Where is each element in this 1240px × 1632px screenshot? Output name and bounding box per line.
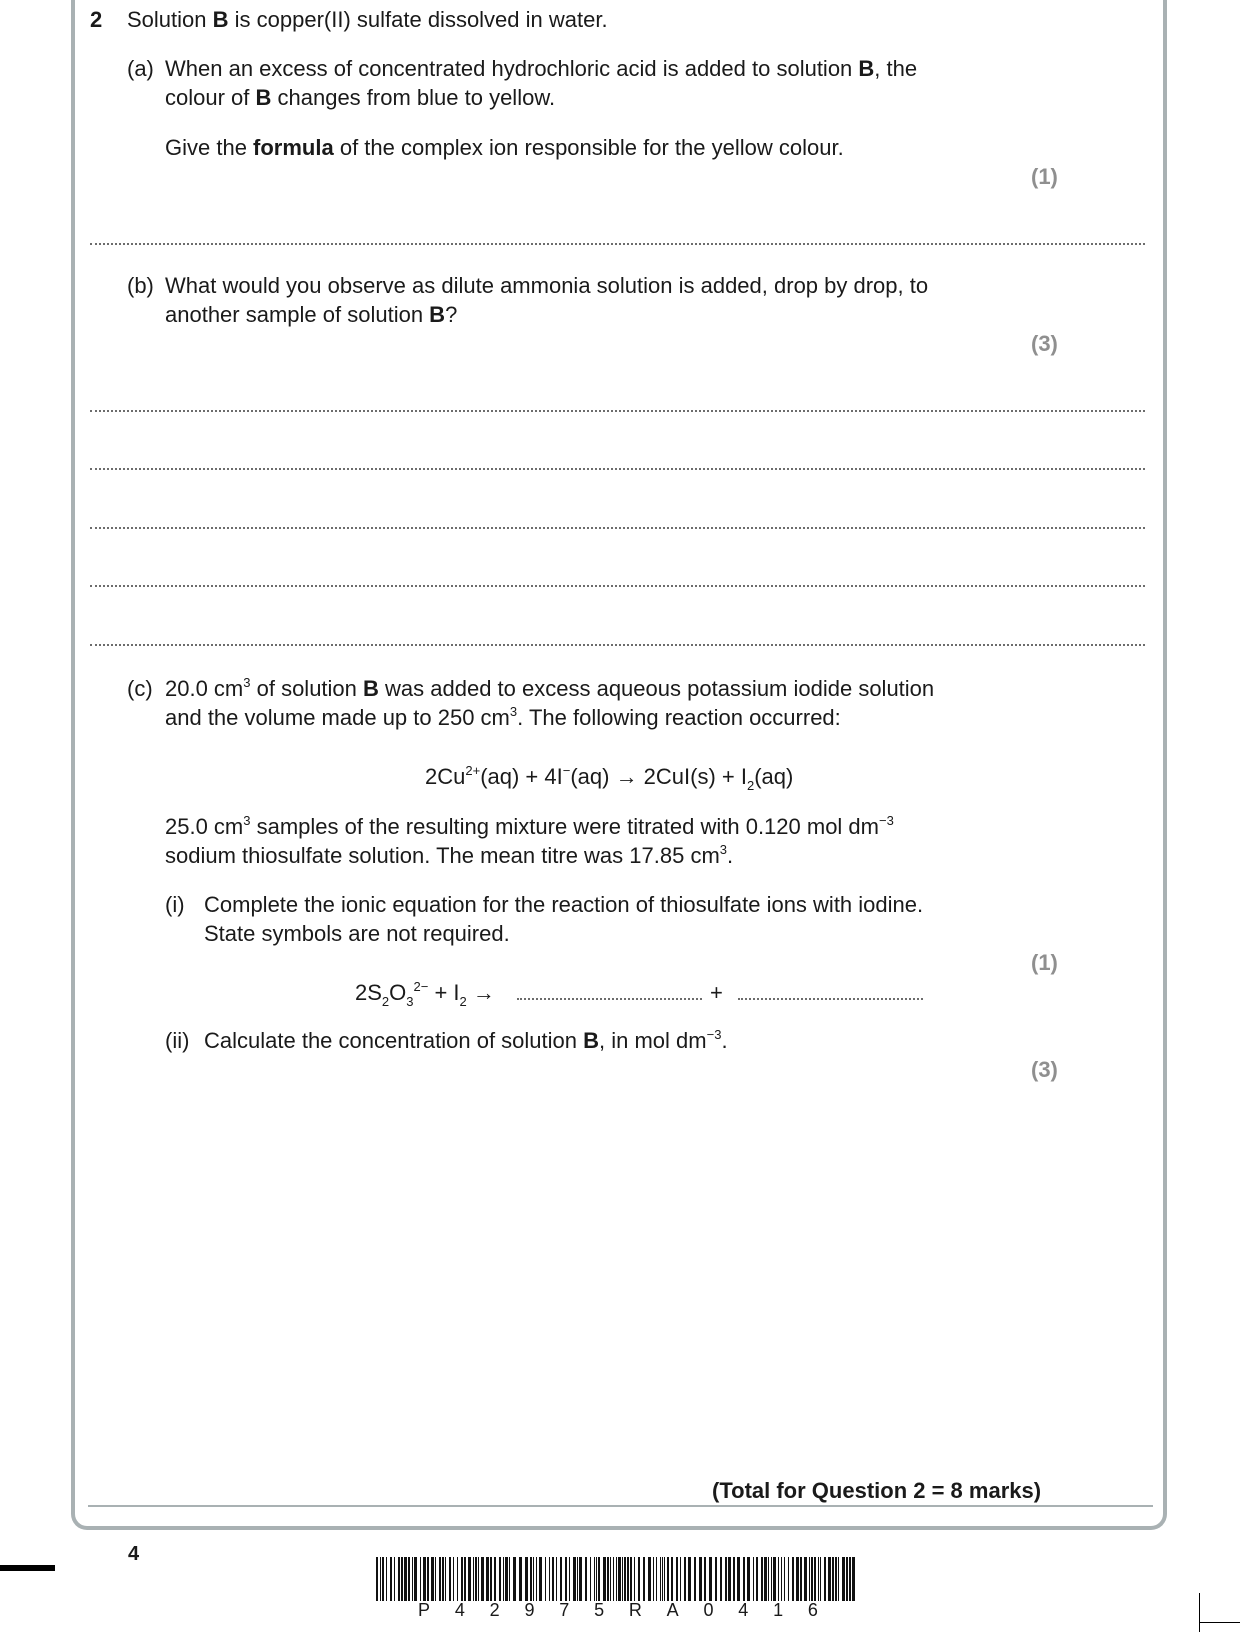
barcode-char: 4 — [454, 1600, 465, 1620]
part-c-ii-text: Calculate the concentration of solution B, in mol $dm^{-3}$. — [204, 1027, 728, 1053]
part-c-i-label: (i) — [165, 892, 185, 917]
plus-sign: + — [710, 980, 723, 1005]
part-c-line2: and the volume made up to 250 $cm^3$. The following reaction occurred: — [165, 704, 841, 730]
page-number: 4 — [128, 1543, 140, 1565]
question-total: (Total for Question 2 = 8 marks) — [712, 1478, 1042, 1503]
answer-line-b1[interactable] — [90, 410, 1145, 412]
part-a-label: (a) — [127, 56, 154, 81]
part-c-para1: 25.0 $cm^3$ samples of the resulting mixture were titrated with 0.120 mol $dm^{-3}$ — [165, 813, 894, 839]
answer-line-a1[interactable] — [90, 243, 1145, 245]
part-c-i-line2: State symbols are not required. — [204, 921, 510, 946]
barcode-char: 4 — [738, 1600, 749, 1620]
product-blank-1[interactable] — [517, 978, 702, 1007]
part-a-instruction: Give the formula of the complex ion responsible for the yellow colour. — [165, 135, 844, 160]
working-space[interactable] — [165, 1095, 1065, 1455]
barcode-char: P — [418, 1600, 431, 1620]
margin-bar — [0, 1565, 55, 1571]
answer-line-b5[interactable] — [90, 644, 1145, 646]
barcode — [376, 1557, 860, 1601]
crop-mark-horizontal — [1199, 1622, 1240, 1623]
product-blank-2[interactable] — [738, 978, 923, 1007]
answer-line-b2[interactable] — [90, 468, 1145, 470]
part-c-label: (c) — [127, 676, 153, 701]
part-b-line2: another sample of solution B? — [165, 302, 458, 327]
part-c-i-line1: Complete the ionic equation for the reaction of thiosulfate ions with iodine. — [204, 892, 924, 917]
part-c-para2: sodium thiosulfate solution. The mean titre was 17.85 $cm^3$. — [165, 842, 734, 868]
barcode-char: 7 — [559, 1600, 570, 1620]
barcode-char: 1 — [773, 1600, 784, 1620]
barcode-char: 6 — [807, 1600, 818, 1620]
barcode-char: 0 — [703, 1600, 714, 1620]
answer-line-b3[interactable] — [90, 527, 1145, 529]
reaction-equation: $2Cu^{2+}(aq) + 4I^-(aq) \to 2CuI(s) + I_2(aq)$ — [425, 763, 794, 793]
part-b-line1: What would you observe as dilute ammonia solution is added, drop by drop, to — [165, 273, 929, 298]
barcode-char: A — [666, 1600, 679, 1620]
part-c-i-mark: (1) — [1031, 950, 1058, 975]
part-c-ii-label: (ii) — [165, 1028, 190, 1053]
barcode-text — [376, 1598, 860, 1622]
part-b-mark: (3) — [1031, 331, 1058, 356]
part-a-line1: When an excess of concentrated hydrochloric acid is added to solution B, the — [165, 56, 918, 81]
question-intro: Solution B is copper(II) sulfate dissolved in water. — [127, 7, 608, 32]
part-c-ii-mark: (3) — [1031, 1057, 1058, 1082]
answer-line-b4[interactable] — [90, 585, 1145, 587]
part-c-line1: 20.0 $cm^3$ of solution B was added to excess aqueous potassium iodide solution — [165, 675, 935, 701]
crop-mark-vertical — [1199, 1593, 1200, 1632]
barcode-char: 5 — [594, 1600, 605, 1620]
question-number: 2 — [90, 7, 103, 32]
part-b-label: (b) — [127, 273, 154, 298]
barcode-char: R — [628, 1600, 642, 1620]
part-a-line2: colour of B changes from blue to yellow. — [165, 85, 556, 110]
barcode-char: 9 — [524, 1600, 535, 1620]
thiosulfate-equation: $2S_2O_3^{2-} + I_2$ → — [355, 979, 495, 1009]
total-rule — [88, 1505, 1153, 1507]
barcode-char: 2 — [489, 1600, 500, 1620]
part-a-mark: (1) — [1031, 164, 1058, 189]
